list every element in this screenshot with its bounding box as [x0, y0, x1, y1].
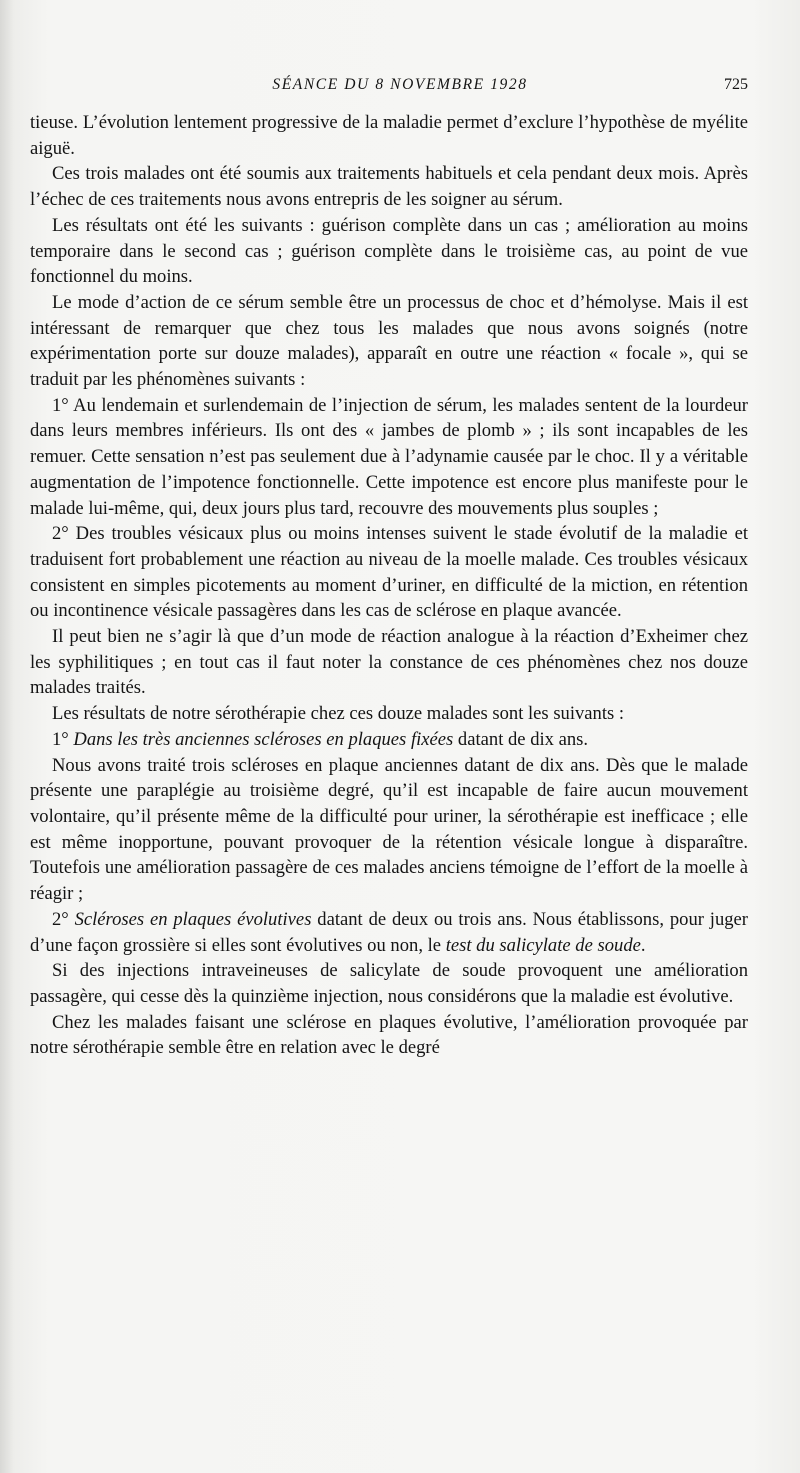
paragraph-2: Ces trois malades ont été soumis aux traitements habituels et cela pendant deux mois. Après l’échec de ces traitements nous avons entrepris de les soigner au sérum.	[30, 163, 748, 211]
paragraph-6: 2° Des troubles vésicaux plus ou moins intenses suivent le stade évolutif de la maladie et traduisent fort probablement une réaction au niveau de la moelle malade. Ces troubles vésicaux consistent en simples picotements au moment d’uriner, en difficulté de la miction, en rétention ou incontinence vésicale passagères dans les cas de sclérose en plaque avancée.	[30, 523, 748, 622]
item-2-title: Scléroses en plaques évolutives	[74, 908, 312, 930]
item-2-number: 2°	[52, 908, 69, 930]
paragraph-4: Le mode d’action de ce sérum semble être un processus de choc et d’hémolyse. Mais il est intéressant de remarquer que chez tous les malades que nous avons soignés (notre expérimentation porte sur douze malades), apparaît en outre une réaction « focale », qui se traduit par les phénomènes suivants :	[30, 291, 748, 391]
paragraph-3: Les résultats ont été les suivants : guérison complète dans un cas ; amélioration au moins temporaire dans le second cas ; guérison complète dans le troisième cas, au point de vue fonctionnel du moins.	[30, 214, 748, 288]
paragraph-7: Il peut bien ne s’agir là que d’un mode de réaction analogue à la réaction d’Exheimer chez les syphilitiques ; en tout cas il faut noter la constance de ces phénomènes chez nos douze malades traités.	[30, 626, 748, 699]
scan-gutter-shadow	[0, 0, 14, 1473]
body-text	[30, 110, 748, 1061]
paragraph-10: Si des injections intraveineuses de salicylate de soude provoquent une amélioration passagère, qui cesse dès la quinzième injection, nous considérons que la maladie est évolutive.	[30, 960, 748, 1007]
item-1-title: Dans les très anciennes scléroses en plaques fixées	[73, 728, 454, 750]
paragraph-5: 1° Au lendemain et surlendemain de l’injection de sérum, les malades sentent de la lourdeur dans leurs membres inférieurs. Ils ont des « jambes de plomb » ; ils sont incapables de les remuer. Cette sensation n’est pas seulement due à l’adynamie causée par le choc. Il y a véritable augmentation de l’impotence fonctionnelle. Cette impotence est encore plus manifeste pour le malade lui-même, qui, deux jours plus tard, recouvre des mouvements plus souples ;	[30, 394, 748, 519]
running-header	[0, 76, 800, 102]
paragraph-8: Les résultats de notre sérothérapie chez ces douze malades sont les suivants :	[52, 703, 625, 725]
paragraph-1: tieuse. L’évolution lentement progressive de la maladie permet d’exclure l’hypothèse de myélite aiguë.	[30, 112, 748, 159]
item-2-rest-a: datant de deux ou trois ans. Nous établissons, pour juger d’une façon grossière si elles sont évolutives ou non, le	[30, 908, 748, 956]
item-2-test-label: test du salicylate de soude	[445, 934, 641, 956]
running-title: SÉANCE DU 8 NOVEMBRE 1928	[272, 76, 528, 93]
numbered-item-2-heading	[30, 907, 748, 958]
item-1-number: 1°	[52, 728, 69, 750]
paragraph-9: Nous avons traité trois scléroses en plaque anciennes datant de dix ans. Dès que le malade présente une paraplégie au troisième degré, qu’il est incapable de faire aucun mouvement volontaire, qu’il présente même de la difficulté pour uriner, la sérothérapie est inefficace ; elle est même inopportune, pouvant provoquer de la rétention vésicale longue à disparaître. Toutefois une amélioration passagère de ces malades anciens témoigne de l’effort de la moelle à réagir ;	[30, 754, 748, 905]
item-2-rest-b: .	[640, 934, 646, 956]
page-number: 725	[724, 76, 748, 93]
paragraph-11: Chez les malades faisant une sclérose en plaques évolutive, l’amélioration provoquée par notre sérothérapie semble être en relation avec le degré	[30, 1011, 748, 1059]
numbered-item-1-heading	[30, 727, 748, 753]
item-1-rest: datant de dix ans.	[453, 728, 589, 750]
